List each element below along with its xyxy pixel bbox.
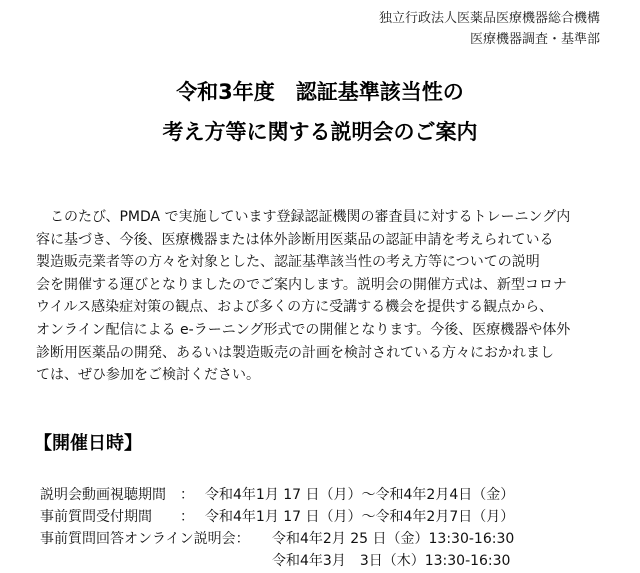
schedule-date: 令和4年1月 17 日（月）～令和4年2月7日（月） xyxy=(205,509,515,525)
paragraph-line: ウイルス感染症対策の観点、および多くの方に受講する機会を提供する観点から、 xyxy=(36,299,554,316)
paragraph-line: ては、ぜひ参加をご検討ください。 xyxy=(36,367,260,384)
document-title-line-2: 考え方等に関する説明会のご案内 xyxy=(162,120,478,144)
schedule-label: 事前質問受付期間 ： xyxy=(40,509,194,525)
department-name: 医療機器調査・基準部 xyxy=(469,32,600,47)
paragraph-line: 製造販売業者等の方々を対象とした、認証基準該当性の考え方等についての説明 xyxy=(36,254,540,271)
organization-name: 独立行政法人医薬品医療機器総合機構 xyxy=(378,11,600,26)
schedule-date: 令和4年3月 3日（木）13:30-16:30 xyxy=(272,553,511,569)
intro-paragraph xyxy=(36,206,621,387)
document-title-line-1: 令和3年度 認証基準該当性の xyxy=(176,80,464,104)
section-heading-schedule: 【開催日時】 xyxy=(34,433,142,454)
issuing-organization xyxy=(379,8,600,50)
paragraph-line: 診断用医薬品の開発、あるいは製造販売の計画を検討されている方々におかれまし xyxy=(36,344,554,361)
paragraph-line: 容に基づき、今後、医療機器または体外診断用医薬品の認証申請を考えられている xyxy=(36,231,554,248)
paragraph-line: オンライン配信による e-ラーニング形式での開催となります。今後、医療機器や体外 xyxy=(36,321,571,338)
schedule-date: 令和4年2月 25 日（金）13:30-16:30 xyxy=(272,531,515,547)
paragraph-line: このたび、PMDA で実施しています登録認証機関の審査員に対するトレーニング内 xyxy=(36,209,571,225)
schedule-date: 令和4年1月 17 日（月）～令和4年2月4日（金） xyxy=(205,487,515,503)
schedule-label: 事前質問回答オンライン説明会： xyxy=(40,531,250,547)
schedule-label: 説明会動画視聴期間 ： xyxy=(40,487,194,503)
paragraph-line: 会を開催する運びとなりましたのでご案内します。説明会の開催方式は、新型コロナ xyxy=(36,276,567,293)
